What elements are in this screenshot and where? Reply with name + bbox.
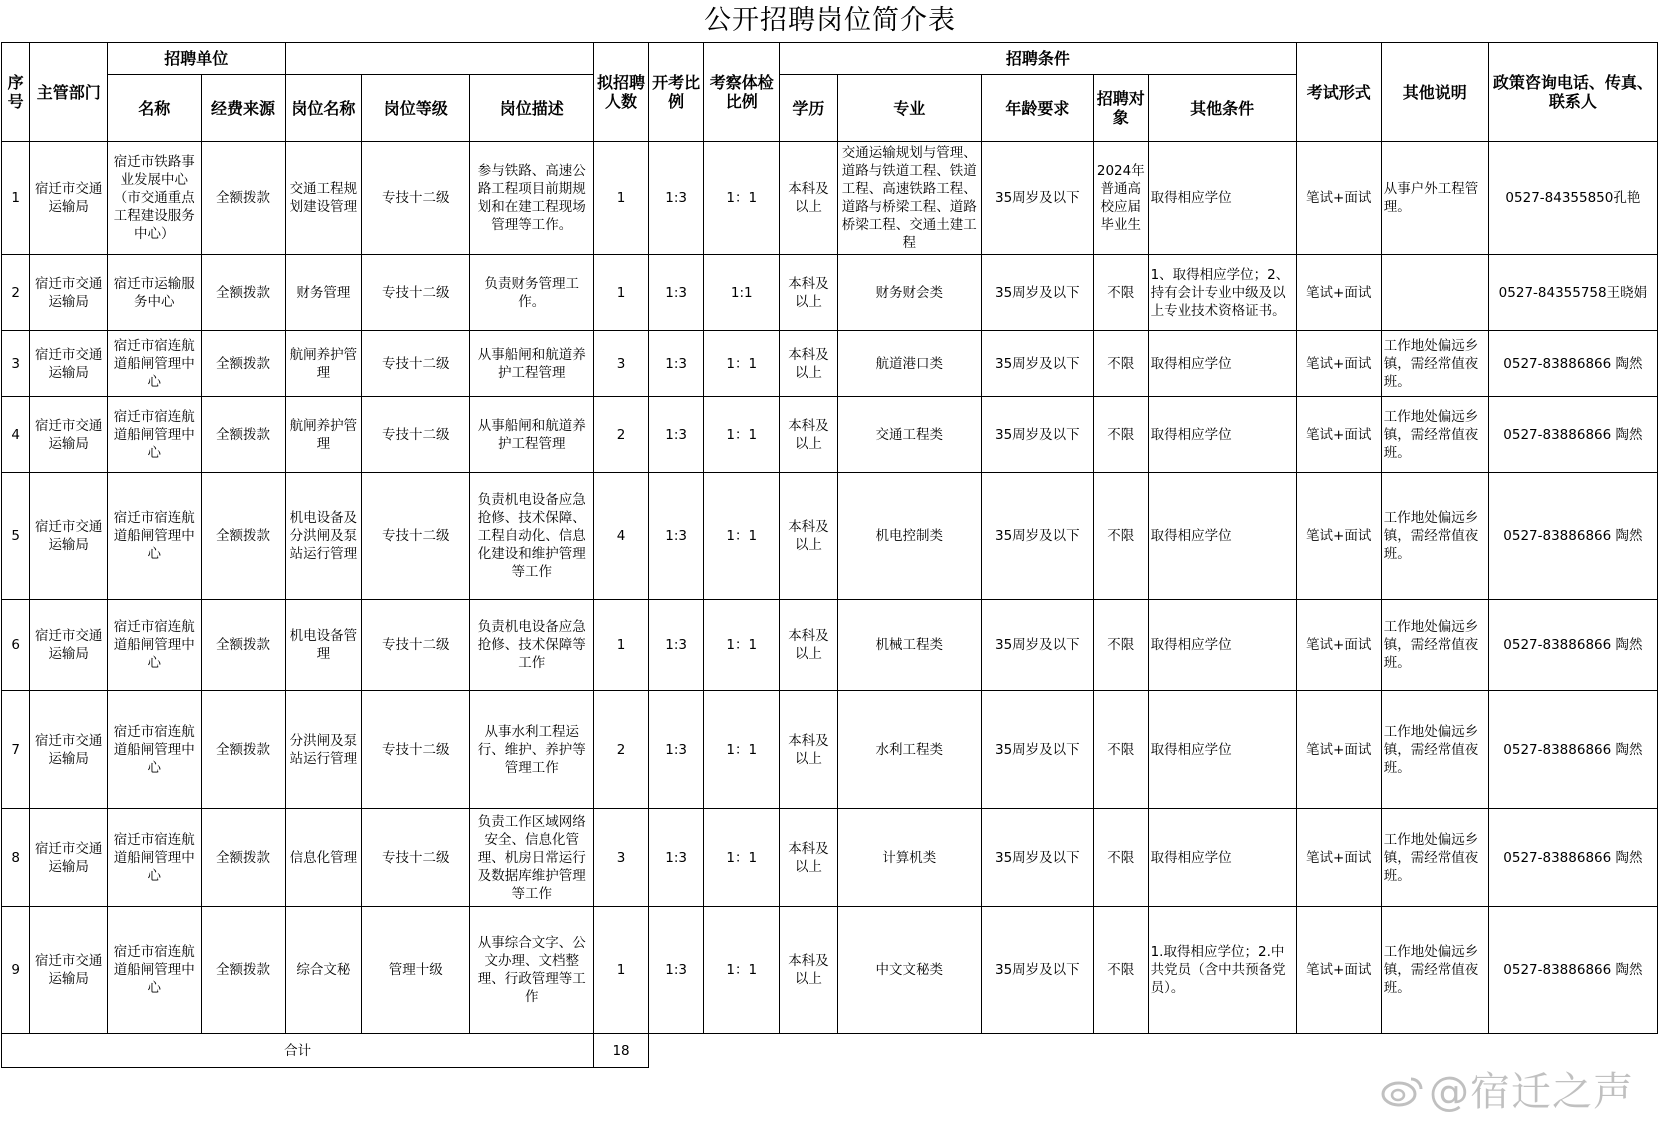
table-row: [2, 473, 1658, 600]
cell-seq: 5: [2, 473, 30, 600]
table-row: [2, 691, 1658, 809]
cell-unit: 宿迁市宿连航道船闸管理中心: [108, 331, 201, 397]
cell-target: 不限: [1094, 809, 1149, 907]
cell-num: 1: [594, 907, 649, 1034]
cell-edu: 本科及以上: [780, 255, 838, 331]
cell-check-ratio: 1：1: [704, 809, 780, 907]
cell-check-ratio: 1：1: [704, 331, 780, 397]
cell-desc: 负责工作区域网络安全、信息化管理、机房日常运行及数据库维护管理等工作: [470, 809, 594, 907]
cell-other-cond: 取得相应学位: [1148, 600, 1296, 691]
total-label: 合计: [2, 1034, 594, 1068]
cell-target: 不限: [1094, 397, 1149, 473]
cell-age: 35周岁及以下: [981, 255, 1093, 331]
cell-dept: 宿迁市交通运输局: [30, 142, 108, 255]
cell-unit: 宿迁市运输服务中心: [108, 255, 201, 331]
cell-post: 机电设备及分洪闸及泵站运行管理: [285, 473, 362, 600]
header-post-name: 岗位名称: [285, 75, 362, 142]
cell-other-note: 工作地处偏远乡镇，需经常值夜班。: [1381, 397, 1488, 473]
header-post-level: 岗位等级: [362, 75, 470, 142]
cell-target: 不限: [1094, 907, 1149, 1034]
cell-other-note: 工作地处偏远乡镇，需经常值夜班。: [1381, 809, 1488, 907]
cell-major: 机电控制类: [837, 473, 981, 600]
cell-seq: 7: [2, 691, 30, 809]
cell-other-cond: 取得相应学位: [1148, 691, 1296, 809]
cell-edu: 本科及以上: [780, 142, 838, 255]
header-unit-group: 招聘单位: [108, 43, 285, 75]
cell-exam-ratio: 1:3: [648, 331, 704, 397]
cell-contact: 0527-83886866 陶然: [1488, 473, 1657, 600]
cell-level: 管理十级: [362, 907, 470, 1034]
cell-other-note: 工作地处偏远乡镇，需经常值夜班。: [1381, 331, 1488, 397]
cell-seq: 3: [2, 331, 30, 397]
cell-unit: 宿迁市宿连航道船闸管理中心: [108, 600, 201, 691]
cell-post: 交通工程规划建设管理: [285, 142, 362, 255]
header-check-ratio: 考察体检比例: [704, 43, 780, 142]
cell-major: 中文文秘类: [837, 907, 981, 1034]
cell-exam-form: 笔试+面试: [1296, 331, 1381, 397]
cell-age: 35周岁及以下: [981, 142, 1093, 255]
cell-contact: 0527-83886866 陶然: [1488, 691, 1657, 809]
cell-desc: 从事船闸和航道养护工程管理: [470, 331, 594, 397]
header-target: 招聘对象: [1094, 75, 1149, 142]
cell-post: 航闸养护管理: [285, 331, 362, 397]
cell-fund: 全额拨款: [201, 907, 285, 1034]
cell-num: 2: [594, 397, 649, 473]
cell-num: 1: [594, 600, 649, 691]
cell-target: 不限: [1094, 473, 1149, 600]
header-exam-form: 考试形式: [1296, 43, 1381, 142]
header-unit-name: 名称: [108, 75, 201, 142]
cell-contact: 0527-83886866 陶然: [1488, 397, 1657, 473]
cell-num: 3: [594, 331, 649, 397]
cell-exam-form: 笔试+面试: [1296, 907, 1381, 1034]
cell-other-note: 从事户外工程管理。: [1381, 142, 1488, 255]
cell-other-note: 工作地处偏远乡镇，需经常值夜班。: [1381, 907, 1488, 1034]
table-row: [2, 255, 1658, 331]
cell-edu: 本科及以上: [780, 907, 838, 1034]
cell-level: 专技十二级: [362, 809, 470, 907]
header-dept: 主管部门: [30, 43, 108, 142]
cell-exam-form: 笔试+面试: [1296, 809, 1381, 907]
cell-contact: 0527-83886866 陶然: [1488, 907, 1657, 1034]
cell-edu: 本科及以上: [780, 809, 838, 907]
cell-other-note: 工作地处偏远乡镇，需经常值夜班。: [1381, 691, 1488, 809]
cell-other-cond: 1.取得相应学位；2.中共党员（含中共预备党员）。: [1148, 907, 1296, 1034]
cell-contact: 0527-83886866 陶然: [1488, 331, 1657, 397]
cell-edu: 本科及以上: [780, 397, 838, 473]
cell-desc: 从事船闸和航道养护工程管理: [470, 397, 594, 473]
cell-seq: 6: [2, 600, 30, 691]
cell-age: 35周岁及以下: [981, 691, 1093, 809]
cell-dept: 宿迁市交通运输局: [30, 691, 108, 809]
cell-target: 不限: [1094, 691, 1149, 809]
cell-desc: 从事水利工程运行、维护、养护等管理工作: [470, 691, 594, 809]
header-fund: 经费来源: [201, 75, 285, 142]
cell-num: 2: [594, 691, 649, 809]
cell-contact: 0527-83886866 陶然: [1488, 600, 1657, 691]
cell-fund: 全额拨款: [201, 142, 285, 255]
cell-num: 1: [594, 255, 649, 331]
cell-desc: 负责机电设备应急抢修、技术保障等工作: [470, 600, 594, 691]
cell-other-note: 工作地处偏远乡镇，需经常值夜班。: [1381, 473, 1488, 600]
table-row: [2, 142, 1658, 255]
cell-check-ratio: 1：1: [704, 142, 780, 255]
cell-post: 航闸养护管理: [285, 397, 362, 473]
cell-dept: 宿迁市交通运输局: [30, 473, 108, 600]
header-row-1: [2, 43, 1658, 75]
cell-dept: 宿迁市交通运输局: [30, 397, 108, 473]
cell-seq: 8: [2, 809, 30, 907]
cell-unit: 宿迁市铁路事业发展中心（市交通重点工程建设服务中心）: [108, 142, 201, 255]
total-row: [2, 1034, 1658, 1068]
cell-age: 35周岁及以下: [981, 907, 1093, 1034]
cell-post: 财务管理: [285, 255, 362, 331]
cell-check-ratio: 1：1: [704, 691, 780, 809]
header-age: 年龄要求: [981, 75, 1093, 142]
cell-target: 2024年普通高校应届毕业生: [1094, 142, 1149, 255]
cell-dept: 宿迁市交通运输局: [30, 600, 108, 691]
cell-major: 财务财会类: [837, 255, 981, 331]
cell-age: 35周岁及以下: [981, 473, 1093, 600]
cell-exam-form: 笔试+面试: [1296, 473, 1381, 600]
cell-seq: 9: [2, 907, 30, 1034]
cell-exam-ratio: 1:3: [648, 142, 704, 255]
cell-contact: 0527-84355850孔艳: [1488, 142, 1657, 255]
cell-exam-ratio: 1:3: [648, 255, 704, 331]
cell-other-note: [1381, 255, 1488, 331]
cell-other-cond: 取得相应学位: [1148, 809, 1296, 907]
cell-level: 专技十二级: [362, 255, 470, 331]
cell-exam-ratio: 1:3: [648, 473, 704, 600]
cell-check-ratio: 1：1: [704, 473, 780, 600]
cell-exam-ratio: 1:3: [648, 691, 704, 809]
cell-post: 机电设备管理: [285, 600, 362, 691]
cell-edu: 本科及以上: [780, 331, 838, 397]
header-other-cond: 其他条件: [1148, 75, 1296, 142]
cell-level: 专技十二级: [362, 331, 470, 397]
watermark-text: @宿迁之声: [1429, 1069, 1634, 1115]
cell-check-ratio: 1：1: [704, 600, 780, 691]
cell-major: 水利工程类: [837, 691, 981, 809]
cell-unit: 宿迁市宿连航道船闸管理中心: [108, 397, 201, 473]
cell-seq: 2: [2, 255, 30, 331]
header-edu: 学历: [780, 75, 838, 142]
cell-level: 专技十二级: [362, 600, 470, 691]
cell-seq: 4: [2, 397, 30, 473]
cell-exam-form: 笔试+面试: [1296, 691, 1381, 809]
cell-other-cond: 取得相应学位: [1148, 331, 1296, 397]
cell-edu: 本科及以上: [780, 600, 838, 691]
table-row: [2, 331, 1658, 397]
cell-desc: 参与铁路、高速公路工程项目前期规划和在建工程现场管理等工作。: [470, 142, 594, 255]
cell-level: 专技十二级: [362, 397, 470, 473]
table-row: [2, 809, 1658, 907]
cell-level: 专技十二级: [362, 473, 470, 600]
cell-exam-form: 笔试+面试: [1296, 142, 1381, 255]
header-other-note: 其他说明: [1381, 43, 1488, 142]
total-empty-cell: [648, 1034, 1657, 1068]
cell-post: 信息化管理: [285, 809, 362, 907]
cell-other-cond: 取得相应学位: [1148, 142, 1296, 255]
cell-check-ratio: 1：1: [704, 397, 780, 473]
header-post-desc: 岗位描述: [470, 75, 594, 142]
table-row: [2, 907, 1658, 1034]
header-contact: 政策咨询电话、传真、联系人: [1488, 43, 1657, 142]
cell-fund: 全额拨款: [201, 473, 285, 600]
cell-desc: 负责财务管理工作。: [470, 255, 594, 331]
cell-exam-ratio: 1:3: [648, 809, 704, 907]
recruitment-table: [1, 42, 1658, 1068]
cell-exam-form: 笔试+面试: [1296, 397, 1381, 473]
cell-exam-ratio: 1:3: [648, 397, 704, 473]
cell-major: 计算机类: [837, 809, 981, 907]
cell-age: 35周岁及以下: [981, 600, 1093, 691]
weibo-logo-icon: [1381, 1075, 1425, 1107]
cell-fund: 全额拨款: [201, 600, 285, 691]
cell-exam-ratio: 1:3: [648, 600, 704, 691]
cell-age: 35周岁及以下: [981, 331, 1093, 397]
cell-num: 1: [594, 142, 649, 255]
cell-exam-form: 笔试+面试: [1296, 600, 1381, 691]
header-cond-group: 招聘条件: [780, 43, 1297, 75]
header-post-group: [285, 43, 594, 75]
cell-major: 交通运输规划与管理、道路与铁道工程、铁道工程、高速铁路工程、道路与桥梁工程、道路桥梁工程、交通土建工程: [837, 142, 981, 255]
header-seq: 序号: [2, 43, 30, 142]
cell-target: 不限: [1094, 600, 1149, 691]
header-num: 拟招聘人数: [594, 43, 649, 142]
cell-other-cond: 取得相应学位: [1148, 397, 1296, 473]
cell-desc: 从事综合文字、公文办理、文档整理、行政管理等工作: [470, 907, 594, 1034]
cell-fund: 全额拨款: [201, 691, 285, 809]
cell-fund: 全额拨款: [201, 331, 285, 397]
cell-post: 分洪闸及泵站运行管理: [285, 691, 362, 809]
cell-level: 专技十二级: [362, 142, 470, 255]
cell-other-cond: 1、取得相应学位；2、持有会计专业中级及以上专业技术资格证书。: [1148, 255, 1296, 331]
cell-dept: 宿迁市交通运输局: [30, 809, 108, 907]
total-value: 18: [594, 1034, 649, 1068]
watermark: [1381, 1060, 1634, 1117]
cell-check-ratio: 1：1: [704, 907, 780, 1034]
cell-edu: 本科及以上: [780, 691, 838, 809]
cell-level: 专技十二级: [362, 691, 470, 809]
cell-unit: 宿迁市宿连航道船闸管理中心: [108, 809, 201, 907]
cell-target: 不限: [1094, 331, 1149, 397]
cell-post: 综合文秘: [285, 907, 362, 1034]
cell-unit: 宿迁市宿连航道船闸管理中心: [108, 691, 201, 809]
table-row: [2, 600, 1658, 691]
cell-major: 航道港口类: [837, 331, 981, 397]
cell-num: 4: [594, 473, 649, 600]
cell-fund: 全额拨款: [201, 397, 285, 473]
cell-check-ratio: 1:1: [704, 255, 780, 331]
header-exam-ratio: 开考比例: [648, 43, 704, 142]
cell-exam-ratio: 1:3: [648, 907, 704, 1034]
cell-unit: 宿迁市宿连航道船闸管理中心: [108, 907, 201, 1034]
cell-age: 35周岁及以下: [981, 809, 1093, 907]
cell-target: 不限: [1094, 255, 1149, 331]
cell-dept: 宿迁市交通运输局: [30, 907, 108, 1034]
cell-other-note: 工作地处偏远乡镇，需经常值夜班。: [1381, 600, 1488, 691]
cell-major: 机械工程类: [837, 600, 981, 691]
cell-num: 3: [594, 809, 649, 907]
table-row: [2, 397, 1658, 473]
header-major: 专业: [837, 75, 981, 142]
cell-desc: 负责机电设备应急抢修、技术保障、工程自动化、信息化建设和维护管理等工作: [470, 473, 594, 600]
cell-contact: 0527-84355758王晓娟: [1488, 255, 1657, 331]
cell-exam-form: 笔试+面试: [1296, 255, 1381, 331]
cell-contact: 0527-83886866 陶然: [1488, 809, 1657, 907]
cell-major: 交通工程类: [837, 397, 981, 473]
cell-unit: 宿迁市宿连航道船闸管理中心: [108, 473, 201, 600]
cell-dept: 宿迁市交通运输局: [30, 331, 108, 397]
cell-dept: 宿迁市交通运输局: [30, 255, 108, 331]
cell-seq: 1: [2, 142, 30, 255]
cell-fund: 全额拨款: [201, 809, 285, 907]
cell-fund: 全额拨款: [201, 255, 285, 331]
cell-edu: 本科及以上: [780, 473, 838, 600]
cell-other-cond: 取得相应学位: [1148, 473, 1296, 600]
cell-age: 35周岁及以下: [981, 397, 1093, 473]
page-title: 公开招聘岗位简介表: [704, 5, 956, 36]
